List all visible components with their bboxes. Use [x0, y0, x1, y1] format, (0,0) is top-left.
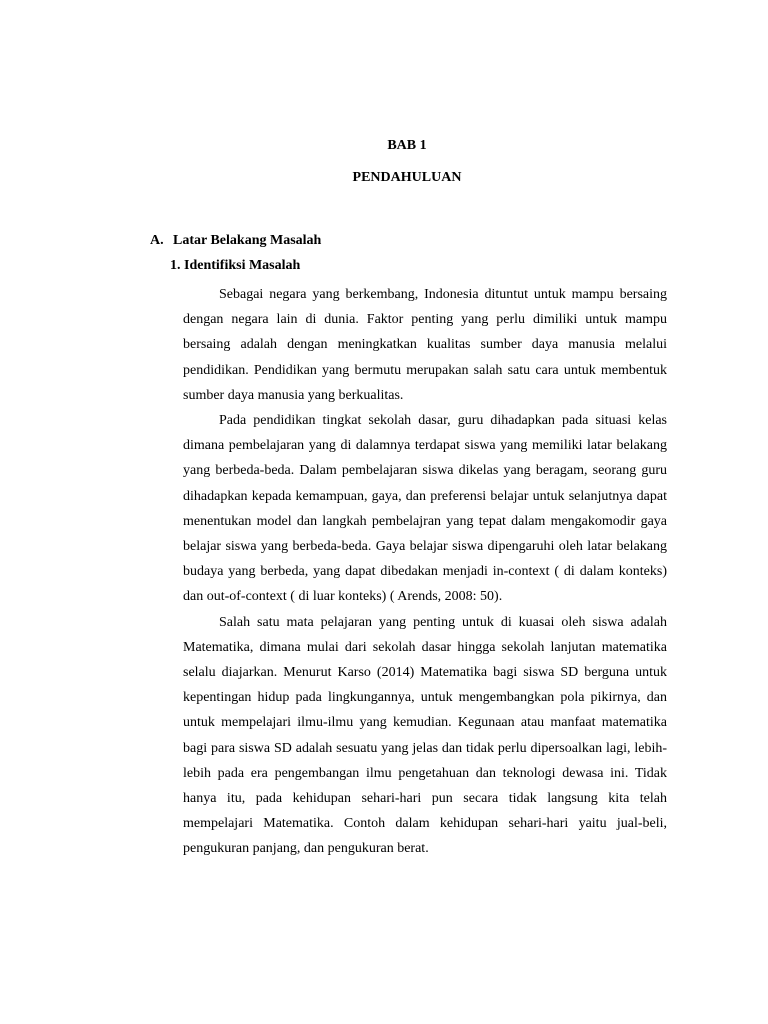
chapter-number: BAB 1 — [387, 138, 427, 153]
body-text — [183, 282, 667, 862]
chapter-title: PENDAHULUAN — [352, 170, 462, 185]
section-title: Latar Belakang Masalah — [173, 233, 322, 248]
paragraph-1: Sebagai negara yang berkembang, Indonesia dituntut untuk mampu bersaing dengan negara lain di dunia. Faktor penting yang perlu dimiliki untuk mampu bersaing adalah dengan meningkatkan kualitas sumber daya manusia melalui pendidikan. Pendidikan yang bermutu merupakan salah satu cara untuk membentuk sumber daya manusia yang berkualitas. — [183, 287, 667, 403]
section-heading — [150, 233, 321, 249]
paragraph-3: Salah satu mata pelajaran yang penting untuk di kuasai oleh siswa adalah Matematika, dimana mulai dari sekolah dasar hingga sekolah lanjutan matematika selalu diajarkan. Menurut Karso (2014) Matematika bagi siswa SD berguna untuk kepentingan hidup pada lingkungannya, untuk mengembangkan pola pikirnya, dan untuk mempelajari ilmu-ilmu yang kemudian. Kegunaan atau manfaat matematika bagi para siswa SD adalah sesuatu yang jelas dan tidak perlu dipersoalkan lagi, lebih-lebih pada era pengembangan ilmu pengetahuan dan teknologi dewasa ini. Tidak hanya itu, pada kehidupan sehari-hari pun secara tidak langsung kita telah mempelajari Matematika. Contoh dalam kehidupan sehari-hari yaitu jual-beli, pengukuran panjang, dan pengukuran berat. — [183, 614, 667, 857]
section-marker: A. — [150, 233, 164, 248]
subsection-heading — [170, 258, 300, 274]
subsection-title: Identifiksi Masalah — [184, 258, 301, 273]
subsection-marker: 1. — [170, 258, 181, 273]
paragraph-2: Pada pendidikan tingkat sekolah dasar, guru dihadapkan pada situasi kelas dimana pembelajaran yang di dalamnya terdapat siswa yang memiliki latar belakang yang berbeda-beda. Dalam pembelajaran siswa dikelas yang beragam, seorang guru dihadapkan kepada kemampuan, gaya, dan preferensi belajar untuk selanjutnya dapat menentukan model dan langkah pembelajran yang tepat dalam mengakomodir gaya belajar siswa yang berbeda-beda. Gaya belajar siswa dipengaruhi oleh latar belakang budaya yang berbeda, yang dapat dibedakan menjadi in-context ( di dalam konteks) dan out-of-context ( di luar konteks) ( Arends, 2008: 50). — [183, 413, 667, 605]
